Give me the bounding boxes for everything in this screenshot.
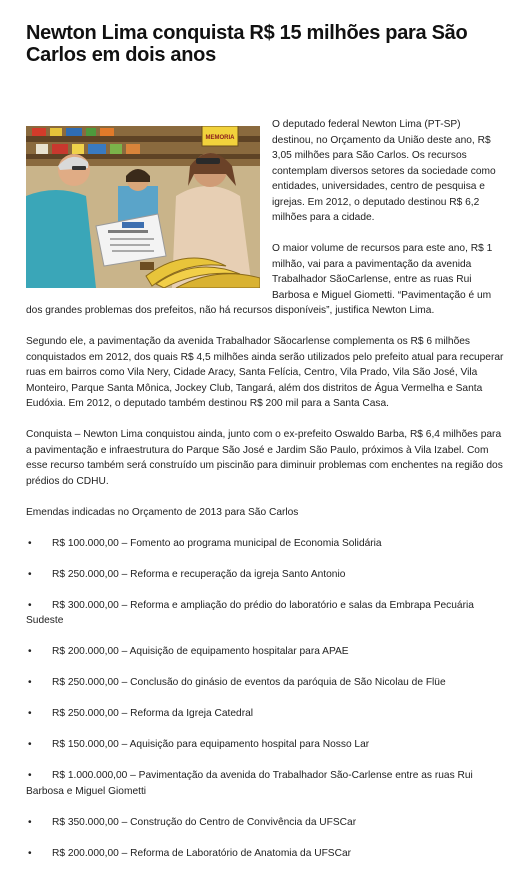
bullet-icon: • <box>28 677 32 688</box>
article-body <box>26 117 504 877</box>
market-scene-illustration <box>26 126 260 288</box>
emenda-text: R$ 150.000,00 – Aquisição para equipamento hospital para Nosso Lar <box>52 739 370 750</box>
emenda-text: R$ 250.000,00 – Reforma da Igreja Catedral <box>52 708 254 719</box>
bullet-icon: • <box>28 646 32 657</box>
bullet-icon: • <box>28 708 32 719</box>
list-item <box>26 768 504 799</box>
list-item <box>26 737 504 753</box>
bullet-icon: • <box>28 739 32 750</box>
paragraph-2: O maior volume de recursos para este ano, R$ 1 milhão, vai para a pavimentação da avenida Trabalhador SãoCarlense, entre as ruas Rui Barbosa e Miguel Giometti. “Pavimentação é um dos grandes problemas dos prefeitos, não há recursos disponíveis”, justifica Newton Lima. <box>26 243 493 316</box>
emendas-title: Emendas indicadas no Orçamento de 2013 para São Carlos <box>26 506 299 518</box>
bullet-icon: • <box>28 537 32 549</box>
emenda-text: R$ 250.000,00 – Reforma e recuperação da igreja Santo Antonio <box>52 568 346 580</box>
list-item <box>26 598 504 629</box>
paragraph-1: O deputado federal Newton Lima (PT-SP) destinou, no Orçamento da União deste ano, R$ 3,05 milhões para São Carlos. Os recursos contemplam diversos setores da sociedade como entidades, universidades, centro de pesquisa e igrejas. Em 2012, o deputado destinou R$ 6,2 milhões para a cidade. <box>272 119 496 223</box>
bullet-icon: • <box>28 816 32 828</box>
emenda-text: R$ 200.000,00 – Reforma de Laboratório de Anatomia da UFSCar <box>52 847 352 859</box>
list-item <box>26 536 504 552</box>
list-item <box>26 846 504 862</box>
list-item <box>26 644 504 660</box>
emenda-text: R$ 350.000,00 – Construção do Centro de Convivência da UFSCar <box>52 816 357 828</box>
emenda-text: R$ 1.000.000,00 – Pavimentação da avenida do Trabalhador São-Carlense entre as ruas Rui Barbosa e Miguel Giometti <box>26 770 473 797</box>
sign-text: MEMORIA <box>205 135 235 141</box>
bullet-icon: • <box>28 847 32 859</box>
article-title: Newton Lima conquista R$ 15 milhões para São Carlos em dois anos <box>26 22 468 66</box>
emenda-text: R$ 250.000,00 – Conclusão do ginásio de eventos da paróquia de São Nicolau de Flüe <box>52 677 446 688</box>
bullet-icon: • <box>28 770 32 781</box>
list-item <box>26 706 504 722</box>
list-item <box>26 567 504 583</box>
paragraph-4: Conquista – Newton Lima conquistou ainda, junto com o ex-prefeito Oswaldo Barba, R$ 6,4 milhões para a pavimentação e infraestrutura do Parque São José e Jardim São Paulo, próximos à Vila Izabel. Com esse recurso também será construído um piscinão para diminuir problemas com enchentes na região dos prédios do CDHU. <box>26 429 503 487</box>
emendas-list <box>26 536 504 862</box>
list-item <box>26 815 504 831</box>
article-photo <box>26 126 260 288</box>
paragraph-3: Segundo ele, a pavimentação da avenida Trabalhador Sãocarlense complementa os R$ 6 milhões conquistados em 2012, dos quais R$ 4,5 milhões ainda serão utilizados pelo prefeito atual para recuperar ruas em bairros como Vila Nery, Cidade Aracy, Santa Felícia, Centro, Vila Prado, Vila São José, Vila Monteiro, Parque Santa Mônica, Jockey Club, Tangará, além dos distritos de Água Vermelha e Santa Eudóxia. Em 2012, o deputado também destinou R$ 200 mil para a Santa Casa. <box>26 336 504 409</box>
emenda-text: R$ 100.000,00 – Fomento ao programa municipal de Economia Solidária <box>52 537 382 549</box>
bullet-icon: • <box>28 599 32 611</box>
bullet-icon: • <box>28 568 32 580</box>
emenda-text: R$ 300.000,00 – Reforma e ampliação do prédio do laboratório e salas da Embrapa Pecuária Sudeste <box>26 599 474 626</box>
list-item <box>26 675 504 691</box>
emenda-text: R$ 200.000,00 – Aquisição de equipamento hospitalar para APAE <box>52 646 349 657</box>
